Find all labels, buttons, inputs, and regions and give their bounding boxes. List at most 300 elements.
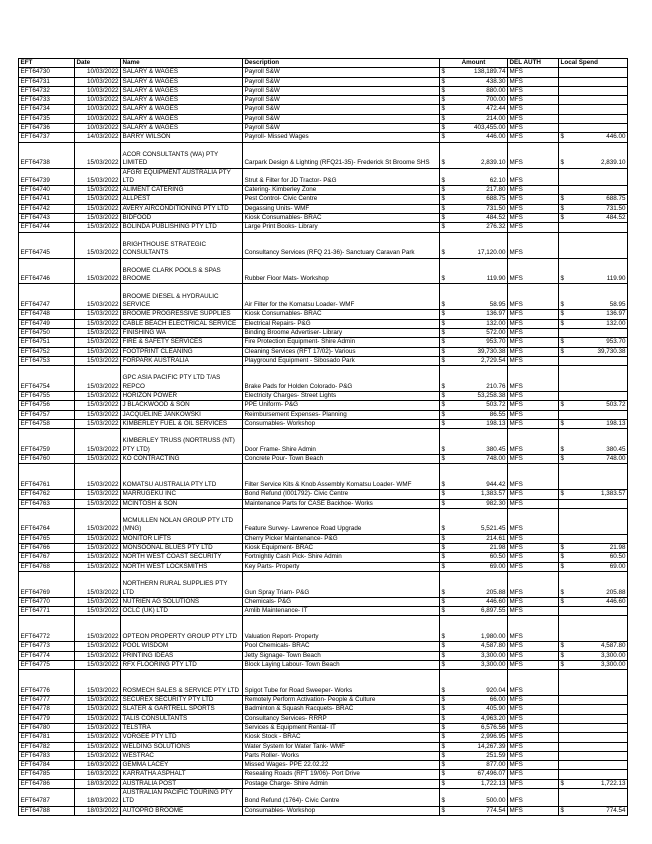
date-cell: 15/03/2022 (75, 284, 121, 310)
del-auth-cell: MFS (508, 789, 559, 807)
name-cell: TALIS CONSULTANTS (121, 714, 243, 723)
table-row (19, 186, 628, 195)
del-auth-cell: MFS (508, 571, 559, 597)
del-auth-cell: MFS (508, 761, 559, 770)
name-cell: TELSTRA (121, 723, 243, 732)
table-row (19, 258, 628, 284)
eft-cell: EFT64770 (19, 597, 75, 606)
amount-cell: 944.42 (450, 464, 508, 490)
del-auth-cell: MFS (508, 258, 559, 284)
name-cell: NORTH WEST COAST SECURITY (121, 553, 243, 562)
amount-currency-cell: $ (440, 133, 450, 142)
amount-currency-cell: $ (440, 723, 450, 732)
amount-cell: 503.72 (450, 401, 508, 410)
table-row (19, 124, 628, 133)
name-cell: BROOME DIESEL & HYDRAULIC SERVICE (121, 284, 243, 310)
description-cell: Bond Refund (I001792)- Civic Centre (243, 490, 440, 499)
eft-cell: EFT64742 (19, 204, 75, 213)
name-cell: FINISHING WA (121, 328, 243, 337)
eft-cell: EFT64730 (19, 68, 75, 77)
amount-cell: 438.30 (450, 77, 508, 86)
del-auth-cell: MFS (508, 96, 559, 105)
date-cell: 15/03/2022 (75, 419, 121, 428)
del-auth-cell: MFS (508, 714, 559, 723)
description-cell: Payroll- Missed Wages (243, 133, 440, 142)
amount-cell: 472.44 (450, 105, 508, 114)
eft-cell: EFT64771 (19, 607, 75, 616)
table-row (19, 68, 628, 77)
local-spend-cell (569, 696, 628, 705)
eft-cell: EFT64736 (19, 124, 75, 133)
amount-currency-cell: $ (440, 258, 450, 284)
amount-currency-cell: $ (440, 310, 450, 319)
local-spend-cell (569, 232, 628, 258)
description-cell: Filter Service Kits & Knob Assembly Komatsu Loader- WMF (243, 464, 440, 490)
amount-cell: 214.00 (450, 114, 508, 123)
table-row (19, 660, 628, 669)
table-row (19, 562, 628, 571)
amount-cell: 86.55 (450, 410, 508, 419)
local-spend-cell (569, 356, 628, 365)
local-spend-cell (569, 114, 628, 123)
local-spend-currency-cell (559, 86, 569, 95)
local-spend-currency-cell (559, 670, 569, 696)
description-cell: Maintenance Parts for CASE Backhoe- Works (243, 499, 440, 508)
local-spend-currency-cell: $ (559, 195, 569, 204)
amount-cell: 132.00 (450, 319, 508, 328)
del-auth-cell: MFS (508, 186, 559, 195)
amount-currency-cell: $ (440, 328, 450, 337)
description-cell: Bond Refund (1764)- Civic Centre (243, 789, 440, 807)
local-spend-currency-cell (559, 391, 569, 400)
local-spend-currency-cell (559, 761, 569, 770)
amount-currency-cell: $ (440, 607, 450, 616)
name-cell: ALLPEST (121, 195, 243, 204)
local-spend-cell: 774.54 (569, 806, 628, 815)
table-row (19, 232, 628, 258)
del-auth-cell: MFS (508, 223, 559, 232)
amount-cell: 205.88 (450, 571, 508, 597)
name-cell: ALIMENT CATERING (121, 186, 243, 195)
name-cell: SALARY & WAGES (121, 68, 243, 77)
eft-cell: EFT64788 (19, 806, 75, 815)
del-auth-cell: MFS (508, 696, 559, 705)
eft-cell: EFT64751 (19, 338, 75, 347)
amount-currency-cell: $ (440, 499, 450, 508)
del-auth-cell: MFS (508, 597, 559, 606)
table-row (19, 142, 628, 168)
description-cell: Cherry Picker Maintenance- P&G (243, 534, 440, 543)
amount-currency-cell: $ (440, 751, 450, 760)
table-row (19, 347, 628, 356)
date-cell: 15/03/2022 (75, 642, 121, 651)
description-cell: Electricity Charges- Street Lights (243, 391, 440, 400)
date-cell: 15/03/2022 (75, 660, 121, 669)
del-auth-cell: MFS (508, 204, 559, 213)
local-spend-cell: 132.00 (569, 319, 628, 328)
eft-cell: EFT64749 (19, 319, 75, 328)
del-auth-cell: MFS (508, 114, 559, 123)
amount-currency-cell: $ (440, 142, 450, 168)
local-spend-cell: 21.98 (569, 544, 628, 553)
del-auth-cell: MFS (508, 534, 559, 543)
local-spend-cell: 688.75 (569, 195, 628, 204)
name-cell: FIRE & SAFETY SERVICES (121, 338, 243, 347)
description-cell: Kiosk Consumables- BRAC (243, 310, 440, 319)
local-spend-cell: 380.45 (569, 429, 628, 455)
eft-cell: EFT64731 (19, 77, 75, 86)
amount-cell: 251.59 (450, 751, 508, 760)
amount-currency-cell: $ (440, 562, 450, 571)
del-auth-cell: MFS (508, 508, 559, 534)
date-cell: 16/03/2022 (75, 770, 121, 779)
local-spend-currency-cell: $ (559, 651, 569, 660)
description-cell: Gun Spray Triam- P&G (243, 571, 440, 597)
payments-sheet (18, 58, 628, 816)
local-spend-currency-cell (559, 607, 569, 616)
table-row (19, 77, 628, 86)
local-spend-cell (569, 410, 628, 419)
amount-currency-cell: $ (440, 553, 450, 562)
date-cell: 15/03/2022 (75, 391, 121, 400)
del-auth-cell: MFS (508, 391, 559, 400)
date-cell: 15/03/2022 (75, 258, 121, 284)
del-auth-cell: MFS (508, 347, 559, 356)
name-cell: BROOME CLARK POOLS & SPAS BROOME (121, 258, 243, 284)
date-cell: 15/03/2022 (75, 186, 121, 195)
date-cell: 15/03/2022 (75, 195, 121, 204)
local-spend-currency-cell: $ (559, 642, 569, 651)
description-cell: Services & Equipment Rental- IT (243, 723, 440, 732)
local-spend-cell: 3,300.00 (569, 660, 628, 669)
local-spend-currency-cell (559, 168, 569, 186)
name-cell: AUTOPRO BROOME (121, 806, 243, 815)
eft-cell: EFT64766 (19, 544, 75, 553)
amount-cell: 688.75 (450, 195, 508, 204)
local-spend-cell: 58.95 (569, 284, 628, 310)
date-cell: 15/03/2022 (75, 534, 121, 543)
name-cell: OCLC (UK) LTD (121, 607, 243, 616)
amount-cell: 3,300.00 (450, 660, 508, 669)
amount-cell: 39,730.38 (450, 347, 508, 356)
del-auth-cell: MFS (508, 651, 559, 660)
local-spend-cell: 446.00 (569, 133, 628, 142)
del-auth-cell: MFS (508, 338, 559, 347)
date-cell: 15/03/2022 (75, 319, 121, 328)
eft-cell: EFT64763 (19, 499, 75, 508)
date-cell: 15/03/2022 (75, 562, 121, 571)
local-spend-cell (569, 705, 628, 714)
date-cell: 16/03/2022 (75, 761, 121, 770)
local-spend-currency-cell: $ (559, 319, 569, 328)
amount-cell: 1,722.13 (450, 779, 508, 788)
local-spend-currency-cell: $ (559, 455, 569, 464)
name-cell: KOMATSU AUSTRALIA PTY LTD (121, 464, 243, 490)
description-cell: Consultancy Services- RRRP (243, 714, 440, 723)
date-cell: 15/03/2022 (75, 338, 121, 347)
del-auth-cell: MFS (508, 429, 559, 455)
eft-cell: EFT64737 (19, 133, 75, 142)
amount-cell: 276.32 (450, 223, 508, 232)
amount-currency-cell: $ (440, 86, 450, 95)
table-row (19, 789, 628, 807)
eft-cell: EFT64761 (19, 464, 75, 490)
date-cell: 10/03/2022 (75, 124, 121, 133)
del-auth-cell: MFS (508, 660, 559, 669)
table-row (19, 464, 628, 490)
amount-currency-cell: $ (440, 429, 450, 455)
table-row (19, 607, 628, 616)
del-auth-cell: MFS (508, 419, 559, 428)
date-cell: 10/03/2022 (75, 105, 121, 114)
del-auth-cell: MFS (508, 723, 559, 732)
name-cell: CABLE BEACH ELECTRICAL SERVICE (121, 319, 243, 328)
description-cell: PPE Uniform- P&G (243, 401, 440, 410)
date-cell: 15/03/2022 (75, 142, 121, 168)
name-cell: FOOTPRINT CLEANING (121, 347, 243, 356)
description-cell: Air Filter for the Komatsu Loader- WMF (243, 284, 440, 310)
name-cell: AFGRI EQUIPMENT AUSTRALIA PTY LTD (121, 168, 243, 186)
date-cell: 14/03/2022 (75, 133, 121, 142)
eft-cell: EFT64739 (19, 168, 75, 186)
del-auth-cell: MFS (508, 642, 559, 651)
amount-currency-cell: $ (440, 114, 450, 123)
amount-cell: 500.00 (450, 789, 508, 807)
local-spend-cell (569, 328, 628, 337)
amount-cell: 572.00 (450, 328, 508, 337)
local-spend-cell (569, 223, 628, 232)
local-spend-cell (569, 607, 628, 616)
eft-cell: EFT64775 (19, 660, 75, 669)
description-cell: Payroll S&W (243, 124, 440, 133)
local-spend-currency-cell: $ (559, 562, 569, 571)
table-row (19, 195, 628, 204)
table-row (19, 419, 628, 428)
eft-cell: EFT64733 (19, 96, 75, 105)
table-row (19, 133, 628, 142)
date-cell: 15/03/2022 (75, 553, 121, 562)
table-row (19, 105, 628, 114)
eft-cell: EFT64782 (19, 742, 75, 751)
name-cell: AUSTRALIAN PACIFIC TOURING PTY LTD (121, 789, 243, 807)
amount-currency-cell: $ (440, 544, 450, 553)
amount-cell: 877.00 (450, 761, 508, 770)
amount-cell: 214.61 (450, 534, 508, 543)
local-spend-currency-cell (559, 223, 569, 232)
del-auth-cell: MFS (508, 310, 559, 319)
amount-cell: 4,963.20 (450, 714, 508, 723)
date-cell: 15/03/2022 (75, 705, 121, 714)
table-row (19, 401, 628, 410)
local-spend-cell (569, 714, 628, 723)
local-spend-cell: 3,300.00 (569, 651, 628, 660)
table-row (19, 319, 628, 328)
amount-cell: 403,455.00 (450, 124, 508, 133)
table-row (19, 223, 628, 232)
del-auth-cell: MFS (508, 464, 559, 490)
amount-cell: 2,996.95 (450, 733, 508, 742)
local-spend-currency-cell (559, 114, 569, 123)
date-cell: 18/03/2022 (75, 779, 121, 788)
local-spend-cell (569, 751, 628, 760)
amount-currency-cell: $ (440, 490, 450, 499)
eft-cell: EFT64764 (19, 508, 75, 534)
description-cell: Payroll S&W (243, 96, 440, 105)
table-row (19, 770, 628, 779)
local-spend-cell: 4,587.80 (569, 642, 628, 651)
eft-cell: EFT64735 (19, 114, 75, 123)
amount-currency-cell: $ (440, 347, 450, 356)
amount-currency-cell: $ (440, 338, 450, 347)
local-spend-currency-cell (559, 616, 569, 642)
name-cell: AUSTRALIA POST (121, 779, 243, 788)
table-row (19, 534, 628, 543)
name-cell: VORGEE PTY LTD (121, 733, 243, 742)
amount-currency-cell: $ (440, 508, 450, 534)
amount-currency-cell: $ (440, 401, 450, 410)
amount-cell: 53,258.38 (450, 391, 508, 400)
description-cell: Postage Charge- Shire Admin (243, 779, 440, 788)
local-spend-currency-cell: $ (559, 490, 569, 499)
local-spend-currency-cell: $ (559, 544, 569, 553)
amount-currency-cell: $ (440, 223, 450, 232)
local-spend-cell (569, 366, 628, 392)
table-row (19, 328, 628, 337)
description-cell: Fire Protection Equipment- Shire Admin (243, 338, 440, 347)
table-row (19, 616, 628, 642)
name-cell: PRINTING IDEAS (121, 651, 243, 660)
del-auth-cell: MFS (508, 366, 559, 392)
date-cell: 15/03/2022 (75, 347, 121, 356)
amount-currency-cell: $ (440, 534, 450, 543)
amount-currency-cell: $ (440, 705, 450, 714)
eft-cell: EFT64750 (19, 328, 75, 337)
table-row (19, 642, 628, 651)
date-cell: 15/03/2022 (75, 214, 121, 223)
local-spend-cell: 748.00 (569, 455, 628, 464)
name-cell: BIDFOOD (121, 214, 243, 223)
eft-cell: EFT64768 (19, 562, 75, 571)
amount-cell: 210.76 (450, 366, 508, 392)
local-spend-cell (569, 733, 628, 742)
local-spend-cell: 60.50 (569, 553, 628, 562)
del-auth-cell: MFS (508, 105, 559, 114)
name-cell: BOLINDA PUBLISHING PTY LTD (121, 223, 243, 232)
date-cell: 15/03/2022 (75, 733, 121, 742)
del-auth-cell: MFS (508, 356, 559, 365)
table-row (19, 714, 628, 723)
eft-cell: EFT64787 (19, 789, 75, 807)
table-row (19, 705, 628, 714)
amount-cell: 953.70 (450, 338, 508, 347)
name-cell: WESTRAC (121, 751, 243, 760)
description-cell: Door Frame- Shire Admin (243, 429, 440, 455)
date-cell: 15/03/2022 (75, 742, 121, 751)
date-cell: 15/03/2022 (75, 670, 121, 696)
amount-currency-cell: $ (440, 195, 450, 204)
table-row (19, 761, 628, 770)
name-cell: J BLACKWOOD & SON (121, 401, 243, 410)
date-cell: 15/03/2022 (75, 356, 121, 365)
date-cell: 15/03/2022 (75, 328, 121, 337)
amount-currency-cell: $ (440, 696, 450, 705)
description-cell: Key Parts- Property (243, 562, 440, 571)
local-spend-cell: 136.97 (569, 310, 628, 319)
payments-table (18, 58, 628, 816)
local-spend-cell: 1,383.57 (569, 490, 628, 499)
amount-cell: 3,300.00 (450, 651, 508, 660)
description-cell: Kiosk Consumables- BRAC (243, 214, 440, 223)
amount-currency-cell: $ (440, 670, 450, 696)
date-cell: 15/03/2022 (75, 204, 121, 213)
local-spend-cell (569, 124, 628, 133)
name-cell: KO CONTRACTING (121, 455, 243, 464)
amount-currency-cell: $ (440, 597, 450, 606)
date-cell: 15/03/2022 (75, 464, 121, 490)
table-row (19, 670, 628, 696)
name-cell: NORTH WEST LOCKSMITHS (121, 562, 243, 571)
local-spend-currency-cell (559, 464, 569, 490)
del-auth-cell: MFS (508, 779, 559, 788)
eft-cell: EFT64756 (19, 401, 75, 410)
description-cell: Spigot Tube for Road Sweeper- Works (243, 670, 440, 696)
amount-currency-cell: $ (440, 806, 450, 815)
local-spend-cell (569, 761, 628, 770)
local-spend-cell: 484.52 (569, 214, 628, 223)
amount-cell: 136.97 (450, 310, 508, 319)
description-cell: Pest Control- Civic Centre (243, 195, 440, 204)
amount-currency-cell: $ (440, 366, 450, 392)
eft-cell: EFT64781 (19, 733, 75, 742)
eft-cell: EFT64747 (19, 284, 75, 310)
amount-cell: 982.30 (450, 499, 508, 508)
local-spend-cell (569, 168, 628, 186)
eft-cell: EFT64784 (19, 761, 75, 770)
del-auth-cell: MFS (508, 195, 559, 204)
local-spend-currency-cell: $ (559, 553, 569, 562)
name-cell: BARRY WILSON (121, 133, 243, 142)
description-cell: Payroll S&W (243, 77, 440, 86)
amount-cell: 731.50 (450, 204, 508, 213)
del-auth-cell: MFS (508, 401, 559, 410)
local-spend-cell (569, 723, 628, 732)
description-cell: Rubber Floor Mats- Workshop (243, 258, 440, 284)
name-cell: SALARY & WAGES (121, 77, 243, 86)
local-spend-cell (569, 77, 628, 86)
name-cell: KIMBERLEY FUEL & OIL SERVICES (121, 419, 243, 428)
date-cell: 15/03/2022 (75, 499, 121, 508)
eft-cell: EFT64743 (19, 214, 75, 223)
local-spend-currency-cell (559, 410, 569, 419)
name-cell: POOL WISDOM (121, 642, 243, 651)
local-spend-cell: 953.70 (569, 338, 628, 347)
name-cell: MONSOONAL BLUES PTY LTD (121, 544, 243, 553)
date-cell: 10/03/2022 (75, 114, 121, 123)
description-cell: Concrete Pour- Town Beach (243, 455, 440, 464)
del-auth-cell: MFS (508, 742, 559, 751)
amount-cell: 700.00 (450, 96, 508, 105)
amount-cell: 6,897.55 (450, 607, 508, 616)
local-spend-currency-cell (559, 508, 569, 534)
table-row (19, 168, 628, 186)
amount-currency-cell: $ (440, 616, 450, 642)
name-cell: JACQUELINE JANKOWSKI (121, 410, 243, 419)
del-auth-header: DEL AUTH (508, 59, 559, 68)
eft-cell: EFT64762 (19, 490, 75, 499)
local-spend-cell: 1,722.13 (569, 779, 628, 788)
date-cell: 15/03/2022 (75, 366, 121, 392)
date-cell: 15/03/2022 (75, 607, 121, 616)
